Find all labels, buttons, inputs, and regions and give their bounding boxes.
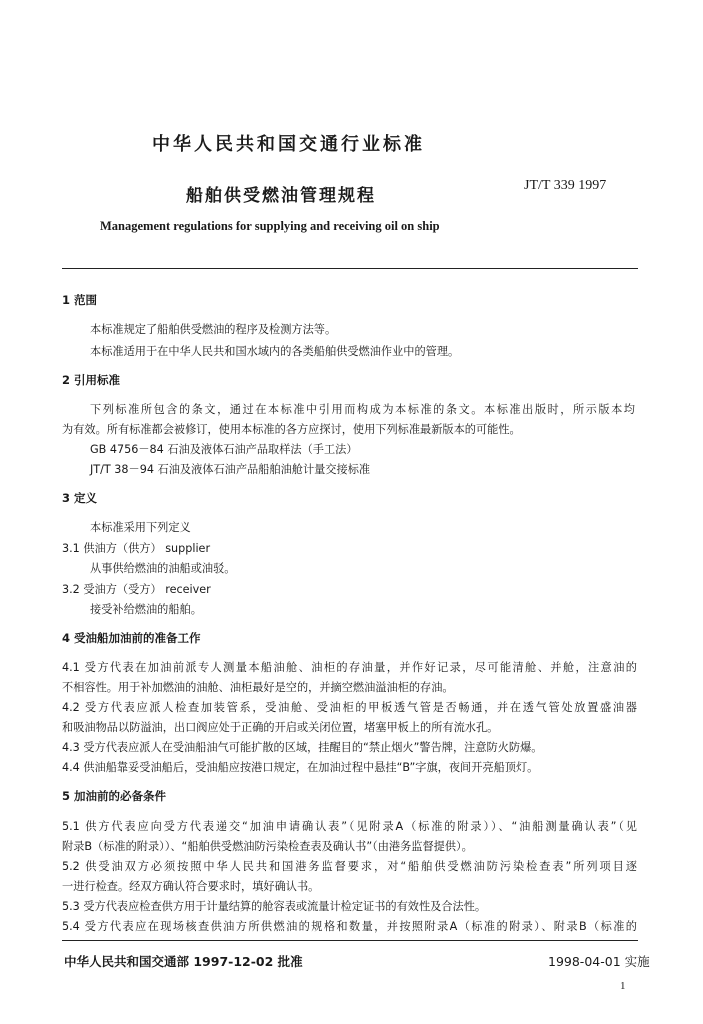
section-2-paragraph-line-1: 下列标准所包含的条文，通过在本标准中引用而构成为本标准的条文。本标准出版时，所示版本均 (90, 403, 635, 416)
reference-standard-1: GB 4756－84 石油及液体石油产品取样法（手工法） (90, 443, 358, 456)
effective-date: 1998-04-01 实施 (548, 954, 650, 969)
definition-3-2-term: 3.2 受油方（受方） receiver (62, 583, 211, 596)
approval-date: 中华人民共和国交通部 1997-12-02 批准 (64, 954, 303, 969)
clause-5-2-line-1: 5.2 供受油双方必须按照中华人民共和国港务监督要求，对“船舶供受燃油防污染检查表”所列项目逐 (62, 860, 637, 873)
section-4-heading: 4 受油船加油前的准备工作 (62, 631, 201, 645)
document-title: 船舶供受燃油管理规程 (186, 186, 376, 206)
definitions-intro: 本标准采用下列定义 (90, 521, 191, 534)
clause-5-1-line-2: 附录B（标准的附录））、“船舶供受燃油防污染检查表及确认书”（由港务监督提供）。 (62, 840, 473, 853)
english-title: Management regulations for supplying and receiving oil on ship (100, 219, 440, 233)
clause-5-1-line-1: 5.1 供方代表应向受方代表递交“加油申请确认表”（见附录A（标准的附录））、“油船测量确认表”（见 (62, 820, 637, 833)
clause-4-2-line-2: 和吸油物品以防溢油，出口阀应处于正确的开启或关闭位置，堵塞甲板上的所有流水孔。 (62, 721, 499, 734)
definition-3-1-term: 3.1 供油方（供方） supplier (62, 542, 211, 555)
section-2-heading: 2 引用标准 (62, 373, 121, 387)
standard-code: JT/T 339 1997 (524, 178, 607, 193)
section-5-heading: 5 加油前的必备条件 (62, 789, 167, 803)
clause-4-1-line-2: 不相容性。用于补加燃油的油舱、油柜最好是空的，并摘空燃油溢油柜的存油。 (62, 681, 454, 694)
definition-3-1-text: 从事供给燃油的油船或油驳。 (90, 562, 236, 575)
clause-4-4: 4.4 供油船靠妥受油船后，受油船应按港口规定，在加油过程中悬挂“B”字旗，夜间开亮船顶灯。 (62, 761, 539, 774)
section-1-paragraph-2: 本标准适用于在中华人民共和国水域内的各类船舶供受燃油作业中的管理。 (90, 345, 460, 358)
clause-5-4-line-1: 5.4 受方代表应在现场核查供油方所供燃油的规格和数量，并按照附录A（标准的附录）、附录B（标准的 (62, 920, 637, 933)
footer-divider (62, 940, 638, 941)
header-divider (62, 268, 638, 269)
definition-3-2-text: 接受补给燃油的船舶。 (90, 603, 202, 616)
clause-4-3: 4.3 受方代表应派人在受油船油气可能扩散的区域，挂醒目的“禁止烟火”警告牌，注意防火防爆。 (62, 741, 543, 754)
clause-4-1-line-1: 4.1 受方代表在加油前派专人测量本船油舱、油柜的存油量，并作好记录，尽可能清舱、并舱，注意油的 (62, 661, 637, 674)
section-2-paragraph-line-2: 为有效。所有标准都会被修订，使用本标准的各方应探讨，使用下列标准最新版本的可能性。 (62, 423, 521, 436)
clause-4-2-line-1: 4.2 受方代表应派人检查加装管系，受油舱、受油柜的甲板透气管是否畅通，并在透气管处放置盛油器 (62, 701, 637, 714)
section-1-heading: 1 范围 (62, 293, 98, 307)
page-number: 1 (620, 980, 626, 992)
section-3-heading: 3 定义 (62, 491, 98, 505)
clause-5-3: 5.3 受方代表应检查供方用于计量结算的舱容表或流量计检定证书的有效性及合法性。 (62, 900, 487, 913)
reference-standard-2: JT/T 38－94 石油及液体石油产品船舶油舱计量交接标准 (90, 463, 371, 476)
clause-5-2-line-2: 一进行检查。经双方确认符合要求时，填好确认书。 (62, 880, 320, 893)
issuing-organization: 中华人民共和国交通行业标准 (152, 134, 425, 155)
section-1-paragraph-1: 本标准规定了船舶供受燃油的程序及检测方法等。 (90, 323, 337, 336)
